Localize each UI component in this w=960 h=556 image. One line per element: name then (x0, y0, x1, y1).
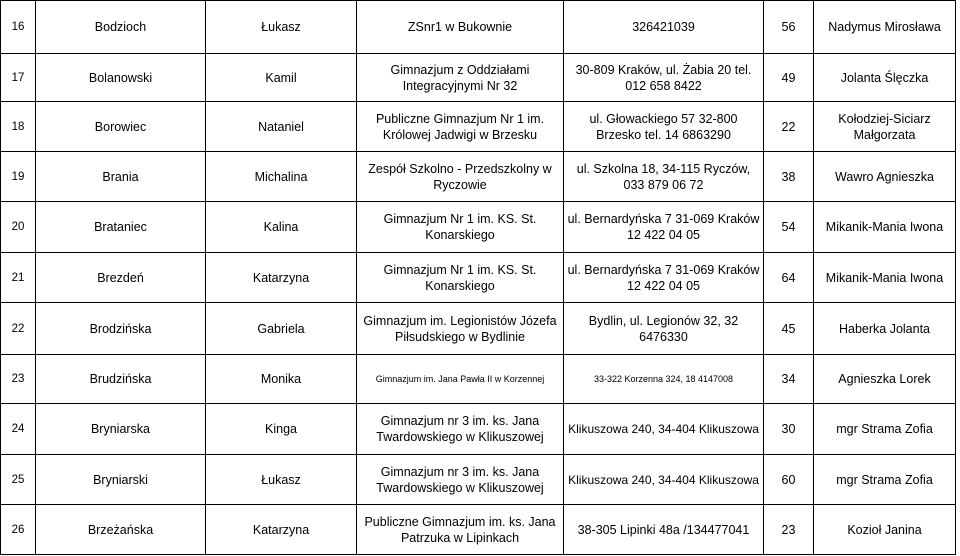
surname-cell: Brudzińska (36, 355, 206, 404)
address-cell: Bydlin, ul. Legionów 32, 32 6476330 (564, 303, 764, 355)
surname-cell: Bryniarski (36, 455, 206, 505)
name-cell: Łukasz (206, 455, 357, 505)
surname-cell: Brzeżańska (36, 505, 206, 555)
name-cell: Gabriela (206, 303, 357, 355)
teacher-cell: Nadymus Mirosława (814, 1, 956, 54)
row-number: 25 (1, 455, 36, 505)
points-cell: 30 (764, 404, 814, 455)
table-row (1, 404, 956, 455)
teacher-cell: mgr Strama Zofia (814, 455, 956, 505)
points-cell: 34 (764, 355, 814, 404)
points-cell: 60 (764, 455, 814, 505)
teacher-cell: Wawro Agnieszka (814, 152, 956, 202)
table-row (1, 253, 956, 303)
address-cell: Klikuszowa 240, 34-404 Klikuszowa (564, 404, 764, 455)
surname-cell: Bolanowski (36, 54, 206, 102)
address-cell: 326421039 (564, 1, 764, 54)
school-cell: Gimnazjum Nr 1 im. KS. St. Konarskiego (357, 202, 564, 253)
school-cell: Gimnazjum nr 3 im. ks. Jana Twardowskiego w Klikuszowej (357, 404, 564, 455)
points-cell: 22 (764, 102, 814, 152)
school-cell: Publiczne Gimnazjum Nr 1 im. Królowej Jadwigi w Brzesku (357, 102, 564, 152)
school-cell: Gimnazjum Nr 1 im. KS. St. Konarskiego (357, 253, 564, 303)
teacher-cell: Kołodziej-Siciarz Małgorzata (814, 102, 956, 152)
address-cell: ul. Bernardyńska 7 31-069 Kraków 12 422 04 05 (564, 202, 764, 253)
points-cell: 64 (764, 253, 814, 303)
teacher-cell: Mikanik-Mania Iwona (814, 202, 956, 253)
address-cell: ul. Bernardyńska 7 31-069 Kraków 12 422 04 05 (564, 253, 764, 303)
surname-cell: Brezdeń (36, 253, 206, 303)
teacher-cell: Kozioł Janina (814, 505, 956, 555)
row-number: 22 (1, 303, 36, 355)
row-number: 19 (1, 152, 36, 202)
row-number: 20 (1, 202, 36, 253)
name-cell: Michalina (206, 152, 357, 202)
points-cell: 23 (764, 505, 814, 555)
table-row (1, 54, 956, 102)
address-cell: 33-322 Korzenna 324, 18 4147008 (564, 355, 764, 404)
table-row (1, 1, 956, 54)
school-cell: Gimnazjum z Oddziałami Integracyjnymi Nr 32 (357, 54, 564, 102)
address-cell: Klikuszowa 240, 34-404 Klikuszowa (564, 455, 764, 505)
row-number: 24 (1, 404, 36, 455)
row-number: 18 (1, 102, 36, 152)
surname-cell: Bryniarska (36, 404, 206, 455)
table-row (1, 102, 956, 152)
teacher-cell: mgr Strama Zofia (814, 404, 956, 455)
name-cell: Kamil (206, 54, 357, 102)
name-cell: Katarzyna (206, 505, 357, 555)
school-cell: Publiczne Gimnazjum im. ks. Jana Patrzuka w Lipinkach (357, 505, 564, 555)
row-number: 21 (1, 253, 36, 303)
points-cell: 54 (764, 202, 814, 253)
surname-cell: Brataniec (36, 202, 206, 253)
teacher-cell: Haberka Jolanta (814, 303, 956, 355)
surname-cell: Brania (36, 152, 206, 202)
school-cell: Gimnazjum nr 3 im. ks. Jana Twardowskiego w Klikuszowej (357, 455, 564, 505)
table-row (1, 355, 956, 404)
surname-cell: Brodzińska (36, 303, 206, 355)
table-row (1, 455, 956, 505)
row-number: 16 (1, 1, 36, 54)
teacher-cell: Agnieszka Lorek (814, 355, 956, 404)
surname-cell: Borowiec (36, 102, 206, 152)
table-row (1, 505, 956, 555)
table-row (1, 152, 956, 202)
table-row (1, 202, 956, 253)
name-cell: Nataniel (206, 102, 357, 152)
table-row (1, 303, 956, 355)
school-cell: Gimnazjum im. Legionistów Józefa Piłsudskiego w Bydlinie (357, 303, 564, 355)
row-number: 23 (1, 355, 36, 404)
school-cell: Zespół Szkolno - Przedszkolny w Ryczowie (357, 152, 564, 202)
name-cell: Katarzyna (206, 253, 357, 303)
points-cell: 38 (764, 152, 814, 202)
row-number: 26 (1, 505, 36, 555)
name-cell: Łukasz (206, 1, 357, 54)
teacher-cell: Jolanta Ślęczka (814, 54, 956, 102)
school-cell: Gimnazjum im. Jana Pawła II w Korzennej (357, 355, 564, 404)
points-cell: 49 (764, 54, 814, 102)
address-cell: ul. Szkolna 18, 34-115 Ryczów, 033 879 06 72 (564, 152, 764, 202)
name-cell: Kinga (206, 404, 357, 455)
address-cell: 30-809 Kraków, ul. Żabia 20 tel. 012 658 8422 (564, 54, 764, 102)
school-cell: ZSnr1 w Bukownie (357, 1, 564, 54)
surname-cell: Bodzioch (36, 1, 206, 54)
teacher-cell: Mikanik-Mania Iwona (814, 253, 956, 303)
points-cell: 45 (764, 303, 814, 355)
address-cell: ul. Głowackiego 57 32-800 Brzesko tel. 14 6863290 (564, 102, 764, 152)
name-cell: Kalina (206, 202, 357, 253)
row-number: 17 (1, 54, 36, 102)
points-cell: 56 (764, 1, 814, 54)
name-cell: Monika (206, 355, 357, 404)
address-cell: 38-305 Lipinki 48a /134477041 (564, 505, 764, 555)
